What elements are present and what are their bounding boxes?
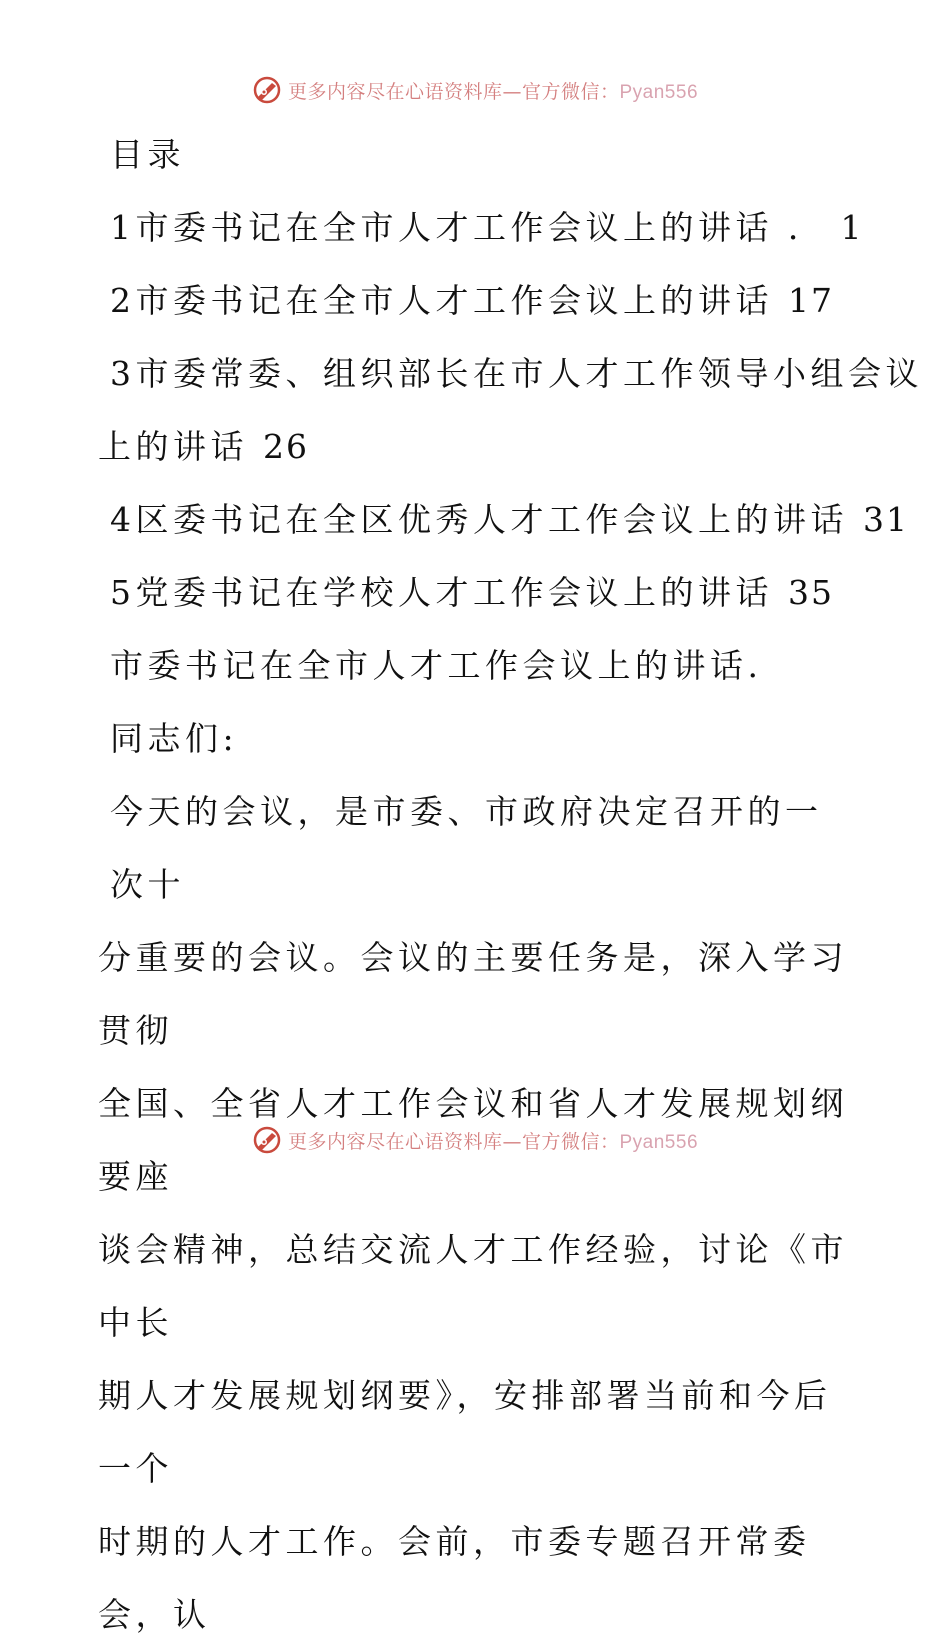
- toc-entry-1[interactable]: 1市委书记在全市人才工作会议上的讲话 ． 1: [110, 208, 864, 247]
- paragraph-line: 全国、全省人才工作会议和省人才发展规划纲要座: [98, 1084, 848, 1196]
- salutation: 同志们:: [110, 719, 239, 758]
- toc-entry-3[interactable]: 3市委常委、组织部长在市人才工作领导小组会议 上的讲话 26: [98, 354, 923, 466]
- paragraph-line: 期人才发展规划纲要》，安排部署当前和今后一个: [98, 1376, 832, 1488]
- toc-entry-2[interactable]: 2市委书记在全市人才工作会议上的讲话 17: [110, 281, 834, 320]
- toc-entry-4[interactable]: 4区委书记在全区优秀人才工作会议上的讲话 31: [110, 500, 909, 539]
- body-paragraph: [98, 775, 858, 1651]
- toc-entry-5[interactable]: 5党委书记在学校人才工作会议上的讲话 35: [110, 573, 834, 612]
- speech-title: 市委书记在全市人才工作会议上的讲话.: [110, 646, 763, 685]
- pen-logo-icon: [252, 1125, 282, 1155]
- header-watermark: [0, 70, 950, 110]
- paragraph-line: 分重要的会议。会议的主要任务是，深入学习贯彻: [98, 938, 848, 1050]
- footer-watermark: [0, 1120, 950, 1160]
- paragraph-line: 谈会精神，总结交流人才工作经验，讨论《市中长: [98, 1230, 848, 1342]
- paragraph-line: 今天的会议，是市委、市政府决定召开的一次十: [110, 792, 823, 904]
- watermark-text: 更多内容尽在心语资料库—官方微信：Pyan556: [287, 80, 699, 103]
- document-content: [98, 118, 923, 1651]
- pen-logo-icon: [252, 75, 282, 105]
- toc-heading: 目录: [110, 135, 185, 174]
- watermark-text: 更多内容尽在心语资料库—官方微信：Pyan556: [287, 1130, 699, 1153]
- paragraph-line: 时期的人才工作。会前，市委专题召开常委会，认: [98, 1522, 811, 1634]
